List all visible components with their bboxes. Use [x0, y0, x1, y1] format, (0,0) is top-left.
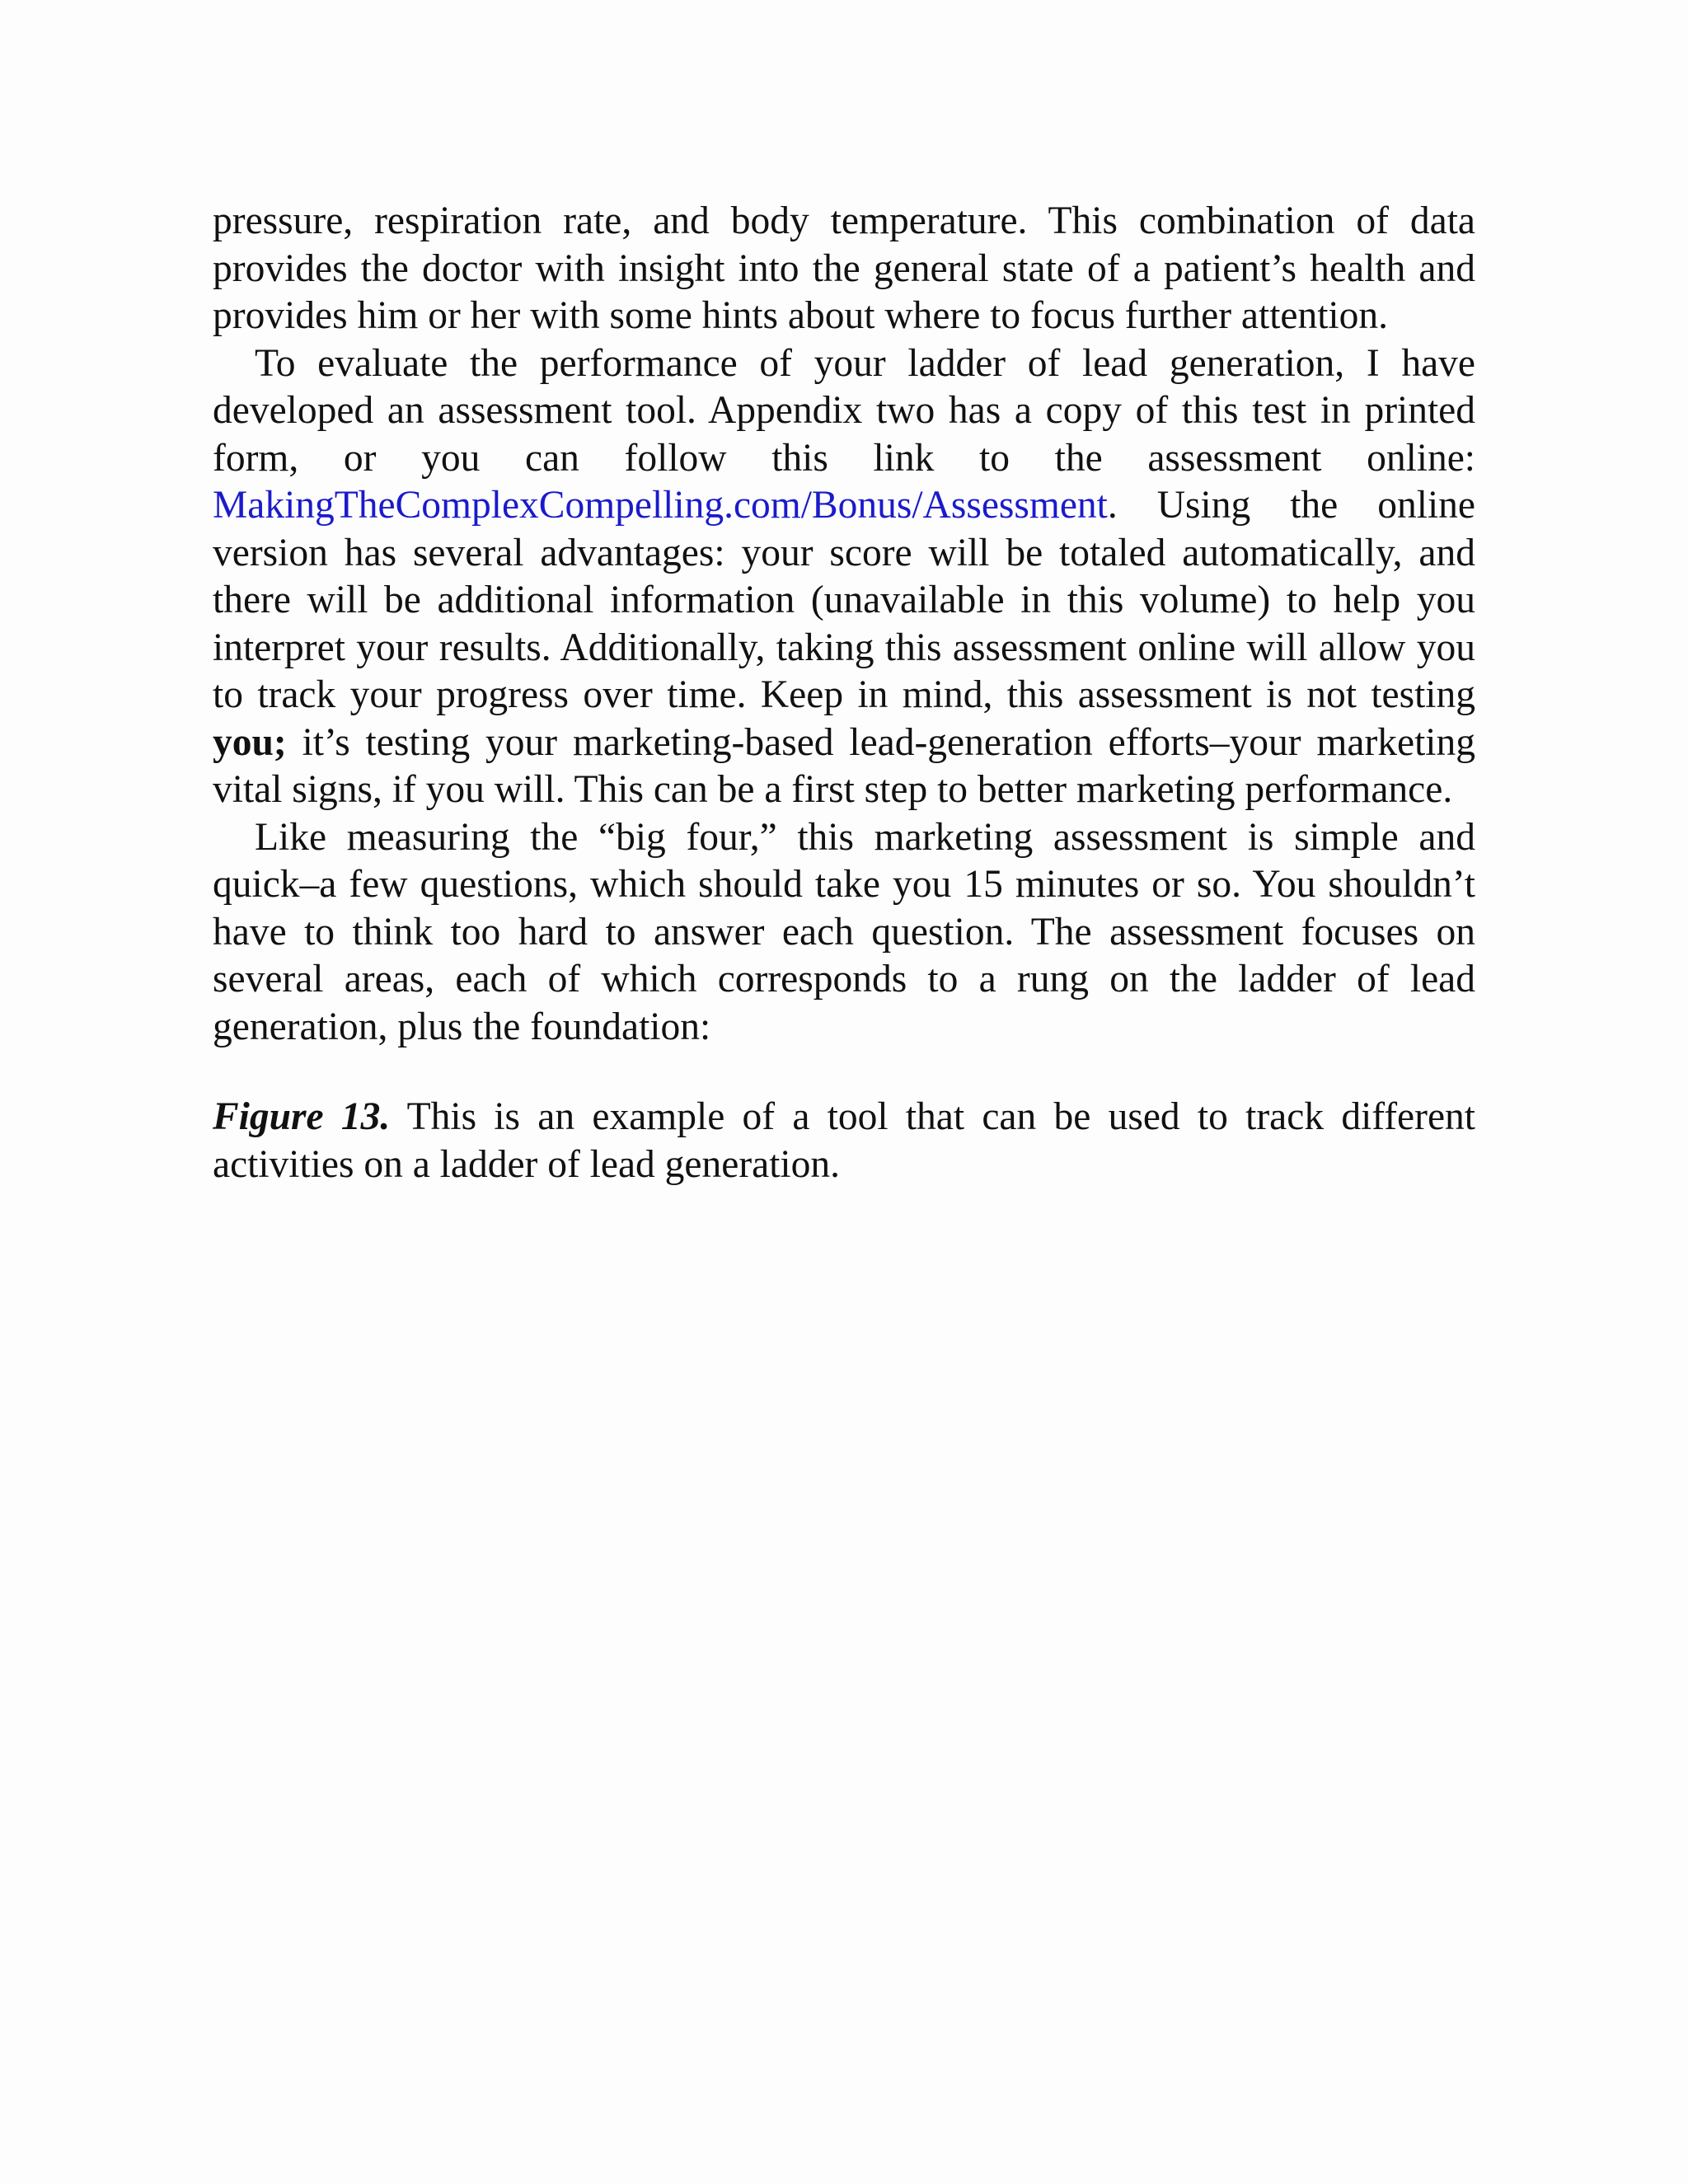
paragraph-2-middle: . Using the online version has several advantages: your score will be totaled automatically, and there will be additional information (unavailable in this volume) to help you interpret your results. Additionally, taking this assessment online will allow you to track your progress over time. Keep in mind, this assessment is not testing — [213, 484, 1475, 716]
paragraph-big-four — [213, 814, 1475, 1052]
assessment-link[interactable]: MakingTheComplexCompelling.com/Bonus/Assessment — [213, 484, 1108, 527]
paragraph-vital-signs — [213, 198, 1475, 340]
emphasis-you: you; — [213, 720, 287, 764]
paragraph-2-intro: To evaluate the performance of your ladder of lead generation, I have developed an assessment tool. Appendix two has a copy of this test in printed form, or you can follow this link to the assessment online: — [213, 341, 1475, 480]
paragraph-3-text: Like measuring the “big four,” this marketing assessment is simple and quick–a few questions, which should take you 15 minutes or so. You shouldn’t have to think too hard to answer each question. The assessment focuses on several areas, each of which corresponds to a rung on the ladder of lead generation, plus the foundation: — [213, 815, 1475, 1048]
paragraph-2-end: it’s testing your marketing-based lead-generation efforts–your marketing vital signs, if you will. This can be a first step to better marketing performance. — [213, 720, 1475, 811]
paragraph-1-text: pressure, respiration rate, and body temperature. This combination of data provides the doctor with insight into the general state of a patient’s health and provides him or her with some hints about where to focus further attention. — [213, 199, 1475, 337]
figure-label: Figure 13. — [213, 1095, 391, 1138]
paragraph-assessment-tool — [213, 340, 1475, 814]
figure-caption — [213, 1094, 1475, 1188]
body-text — [213, 198, 1475, 1188]
figure-caption-text: This is an example of a tool that can be used to track different activities on a ladder of lead generation. — [213, 1095, 1475, 1186]
